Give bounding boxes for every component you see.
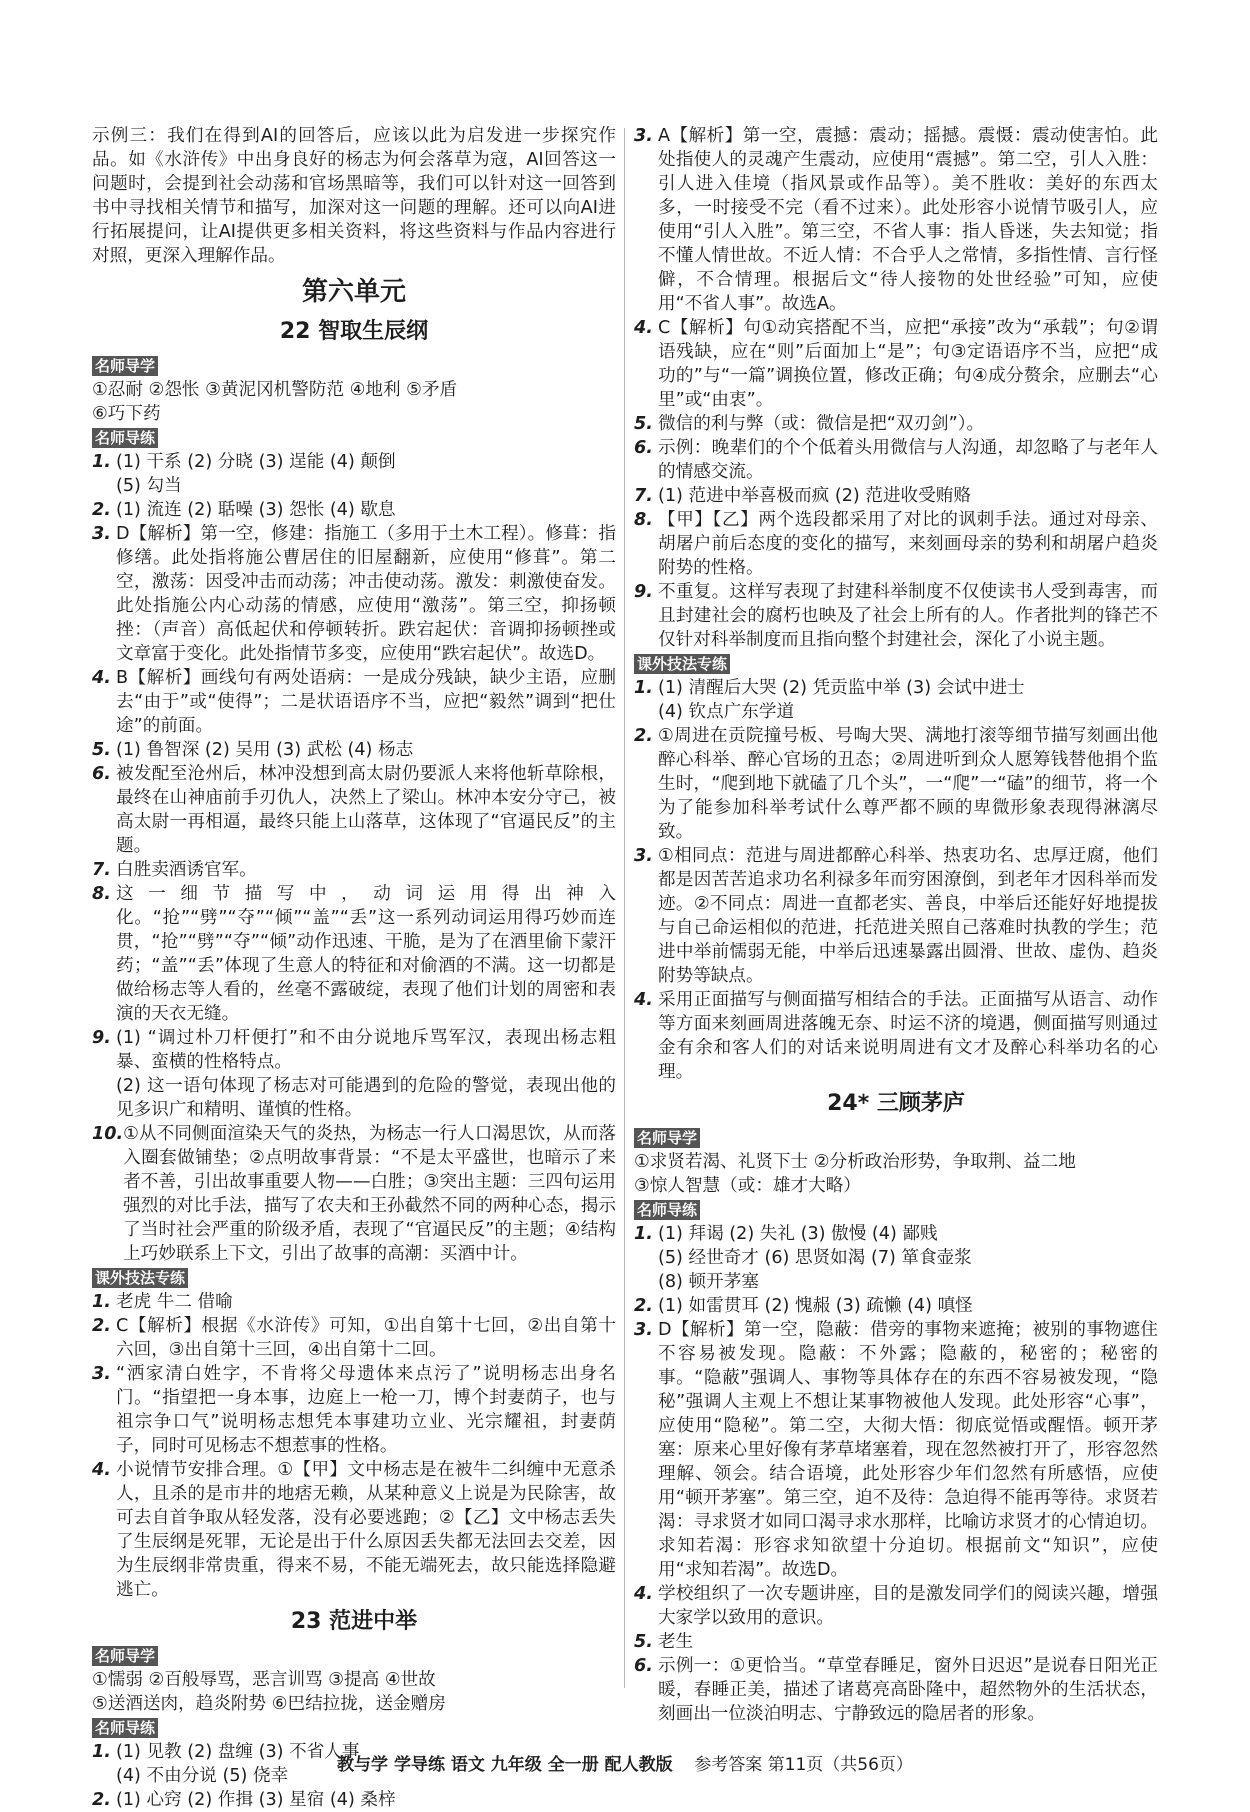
list-item	[634, 676, 1158, 724]
item-number: 3.	[634, 846, 653, 866]
item-text: 这一细节描写中，动词运用得出神入化。“抢”“劈”“夺”“倾”“盖”“丢”这一系列动词运用得巧妙而连贯，“抢”“劈”“夺”“倾”动作迅速、干脆，是为了在酒里偷下蒙汗药；“盖”“丢”体现了生意人的特征和对偷酒的不满。这一切都是做给杨志等人看的，丝毫不露破绽，表现了他们计划的周密和表演的天衣无缝。	[116, 884, 616, 1024]
section-label: 名师导学	[92, 356, 158, 376]
item-text: D【解析】第一空，修建：指施工（多用于土木工程）。修葺：指修缮。此处指将施公曹居住的旧屋翻新，应使用“修葺”。第二空，激荡：因受冲击而动荡；冲击使动荡。激发：刺激使奋发。此处指施公内心动荡的情感，应使用“激荡”。第三空，抑扬顿挫：（声音）高低起伏和停顿转折。跌宕起伏：音调抑扬顿挫或文章富于变化。此处指情节多变，应使用“跌宕起伏”。故选D。	[116, 524, 616, 664]
item-text: D【解析】第一空，隐蔽：借旁的事物来遮掩；被别的事物遮住不容易被发现。隐蔽：不外露；隐蔽的，秘密的；秘密的事。“隐蔽”强调人、事物等具体存在的东西不容易被发现，“隐秘”强调人主观上不想让某事物被他人发现。此处形容“心事”，应使用“隐秘”。第二空，大彻大悟：彻底觉悟或醒悟。顿开茅塞：原来心里好像有茅草堵塞着，现在忽然被打开了，形容忽然理解、领会。结合语境，此处形容少年们忽然有所感悟，应使用“顿开茅塞”。第三空，迫不及待：急迫得不能再等待。求贤若渴：寻求贤才如同口渴寻求水那样，比喻访求贤才的心情迫切。求知若渴：形容求知欲望十分迫切。根据前文“知识”，应使用“求知若渴”。故选D。	[658, 1320, 1158, 1580]
item-text: (1) 范进中举喜极而疯 (2) 范进收受贿赂	[658, 486, 971, 506]
lesson-23-title: 23 范进中举	[290, 1609, 418, 1634]
item-number: 6.	[92, 764, 111, 784]
extra-practice-list	[634, 676, 1158, 1084]
item-text: (1) 流连 (2) 聒噪 (3) 怨怅 (4) 歇息	[116, 500, 396, 520]
column-divider	[624, 128, 625, 1688]
item-text: (1) 清醒后大哭 (2) 凭贡监中举 (3) 会试中进士 (4) 钦点广东学道	[658, 678, 1025, 722]
page-footer	[0, 1750, 1250, 1775]
item-number: 3.	[92, 524, 111, 544]
item-text: 被发配至沧州后，林冲没想到高太尉仍要派人来将他斩草除根，最终在山神庙前手刃仇人，决然上了梁山。林冲本安分守己，被高太尉一再相逼，最终只能上山落草，这体现了“官逼民反”的主题。	[116, 764, 616, 856]
list-item	[634, 316, 1158, 412]
item-text: ①从不同侧面渲染天气的炎热，为杨志一行人口渴思饮，从而落入圈套做铺垫；②点明故事背景：“不是太平盛世，也暗示了来者不善，引出故事重要人物——白胜；③突出主题：三四句运用强烈的对比手法，描写了农夫和王孙截然不同的两种心态，揭示了当时社会严重的阶级矛盾，表现了“官逼民反”的主题；④结构上巧妙联系上下文，引出了故事的高潮：买酒中计。	[123, 1124, 616, 1264]
list-item	[634, 724, 1158, 844]
list-item	[92, 882, 616, 1026]
item-number: 4.	[634, 1584, 653, 1604]
item-number: 2.	[634, 1296, 653, 1316]
list-item	[634, 484, 1158, 508]
guide-line: ①懦弱 ②百般辱骂，恶言训骂 ③提高 ④世故	[92, 1670, 436, 1690]
item-text: (1) “调过朴刀杆便打”和不由分说地斥骂军汉，表现出杨志粗暴、蛮横的性格特点。 (2) 这一语句体现了杨志对可能遇到的危险的警觉，表现出他的见多识广和精明、谨慎的性格。	[116, 1028, 616, 1120]
section-label: 名师导练	[92, 1718, 158, 1738]
item-number: 4.	[92, 668, 111, 688]
list-item	[92, 1026, 616, 1122]
item-text: (1) 心窍 (2) 作揖 (3) 星宿 (4) 桑梓	[116, 1790, 396, 1810]
section-label: 名师导练	[92, 428, 158, 448]
item-number: 10.	[92, 1124, 124, 1144]
practice-list	[634, 1222, 1158, 1726]
list-item	[92, 738, 616, 762]
list-item	[634, 1222, 1158, 1294]
item-text: 示例一：①更恰当。“草堂春睡足，窗外日迟迟”是说春日阳光正暖，春睡正美，描述了诸葛亮高卧隆中，超然物外的生活状态，刻画出一位淡泊明志、宁静致远的隐居者的形象。	[658, 1656, 1158, 1724]
item-number: 5.	[634, 1632, 653, 1652]
section-label: 课外技法专练	[634, 654, 730, 674]
item-text: 示例：晚辈们的个个低着头用微信与人沟通，却忽略了与老年人的情感交流。	[658, 438, 1158, 482]
item-text: 老虎 牛二 借喻	[116, 1292, 233, 1312]
list-item	[92, 1788, 616, 1812]
item-number: 5.	[634, 414, 653, 434]
item-number: 1.	[92, 1292, 111, 1312]
item-text: 小说情节安排合理。①【甲】文中杨志是在被牛二纠缠中无意杀人，且杀的是市井的地痞无赖，从某种意义上说是为民除害，故可去自首争取从轻发落，没有必要逃跑；②【乙】文中杨志丢失了生辰纲是死罪，无论是出于什么原因丢失都无法回去交差，因为生辰纲非常贵重，得来不易，不能无端死去，故只能选择隐避逃亡。	[116, 1460, 616, 1600]
list-item	[92, 1458, 616, 1602]
list-item	[92, 858, 616, 882]
left-column	[92, 124, 616, 1812]
item-number: 7.	[92, 860, 111, 880]
list-item	[634, 508, 1158, 580]
guide-line: ⑥巧下药	[92, 404, 161, 424]
item-number: 2.	[92, 1790, 111, 1810]
item-number: 1.	[92, 452, 111, 472]
item-number: 1.	[634, 678, 653, 698]
list-item	[634, 412, 1158, 436]
item-number: 7.	[634, 486, 653, 506]
item-text: 白胜卖酒诱官军。	[116, 860, 257, 880]
list-item	[634, 1654, 1158, 1726]
right-column	[634, 124, 1158, 1726]
item-text: (1) 鲁智深 (2) 吴用 (3) 武松 (4) 杨志	[116, 740, 414, 760]
guide-line: ⑤送酒送肉，趋炎附势 ⑥巴结拉拢，送金赠房	[92, 1694, 446, 1714]
item-number: 8.	[92, 884, 111, 904]
list-item	[92, 1290, 616, 1314]
item-text: ①相同点：范进与周进都醉心科举、热衷功名、忠厚迂腐，他们都是因苦苦追求功名利禄多年而穷困潦倒，到老年才因科举而发迹。②不同点：周进一直都老实、善良，中举后还能好好地提拔与自己命运相似的范进，托范进关照自己落难时执教的学生；范进中举前懦弱无能，中举后迅速暴露出圆滑、世故、虚伪、趋炎附势等缺点。	[658, 846, 1158, 986]
item-text: ①周进在贡院撞号板、号啕大哭、满地打滚等细节描写刻画出他醉心科举、醉心官场的丑态；②周进听到众人愿筹钱替他捐个监生时，“爬到地下就磕了几个头”，一“爬”一“磕”的细节，将一个为了能参加科举考试什么尊严都不顾的卑微形象表现得淋漓尽致。	[658, 726, 1158, 842]
answer-list	[634, 124, 1158, 652]
lesson-24-title: 24* 三顾茅庐	[827, 1091, 965, 1116]
section-label: 名师导学	[92, 1646, 158, 1666]
item-number: 2.	[92, 1316, 111, 1336]
list-item	[92, 1122, 616, 1266]
list-item	[634, 436, 1158, 484]
list-item	[92, 1314, 616, 1362]
item-text: C【解析】根据《水浒传》可知，①出自第十七回，②出自第十六回，③出自第十三回，④出自第十二回。	[116, 1316, 616, 1360]
list-item	[92, 450, 616, 498]
practice-list	[92, 450, 616, 1266]
item-number: 3.	[92, 1364, 111, 1384]
item-text: (1) 干系 (2) 分晓 (3) 逞能 (4) 颠倒 (5) 勾当	[116, 452, 396, 496]
item-text: C【解析】句①动宾搭配不当，应把“承接”改为“承载”；句②谓语残缺，应在“则”后面加上“是”；句③定语语序不当，应把“成功的”与“一篇”调换位置，修改正确；句④成分赘余，应删去“心里”或“由衷”。	[658, 318, 1158, 410]
list-item	[634, 1318, 1158, 1582]
list-item	[634, 1582, 1158, 1630]
item-number: 4.	[634, 990, 653, 1010]
item-text: 采用正面描写与侧面描写相结合的手法。正面描写从语言、动作等方面来刻画周进落魄无奈、时运不济的境遇，侧面描写则通过金有余和客人们的对话来说明周进有文才及醉心科举功名的心理。	[658, 990, 1158, 1082]
list-item	[634, 1294, 1158, 1318]
guide-line: ③惊人智慧（或：雄才大略）	[634, 1176, 861, 1196]
item-text: (1) 拜谒 (2) 失礼 (3) 傲慢 (4) 鄙贱 (5) 经世奇才 (6) 思贤如渴 (7) 箪食壶浆 (8) 顿开茅塞	[658, 1224, 972, 1292]
item-number: 1.	[634, 1224, 653, 1244]
list-item	[634, 124, 1158, 316]
item-number: 4.	[92, 1460, 111, 1480]
list-item	[92, 666, 616, 738]
item-number: 4.	[634, 318, 653, 338]
section-label: 名师导练	[634, 1200, 700, 1220]
item-text: 【甲】【乙】两个选段都采用了对比的讽刺手法。通过对母亲、胡屠户前后态度的变化的描写，来刻画母亲的势利和胡屠户趋炎附势的性格。	[658, 510, 1158, 578]
item-number: 6.	[634, 1656, 653, 1676]
item-text: 微信的利与弊（或：微信是把“双刃剑”）。	[658, 414, 985, 434]
item-number: 2.	[92, 500, 111, 520]
item-number: 3.	[634, 1320, 653, 1340]
item-text: (1) 见教 (2) 盘缠 (3) 不省人事 (4) 不由分说 (5) 侥幸	[116, 1742, 360, 1786]
item-text: “洒家清白姓字，不肯将父母遗体来点污了”说明杨志出身名门。“指望把一身本事，边庭上一枪一刀，博个封妻荫子，也与祖宗争口气”说明杨志想凭本事建功立业、光宗耀祖，封妻荫子，同时可见杨志不想惹事的性格。	[116, 1364, 616, 1456]
item-number: 9.	[92, 1028, 111, 1048]
list-item	[634, 844, 1158, 988]
item-number: 2.	[634, 726, 653, 746]
item-text: 老生	[658, 1632, 694, 1652]
item-text: 学校组织了一次专题讲座，目的是激发同学们的阅读兴趣，增强大家学以致用的意识。	[658, 1584, 1158, 1628]
item-number: 6.	[634, 438, 653, 458]
item-text: B【解析】画线句有两处语病：一是成分残缺，缺少主语，应删去“由于”或“使得”；二是状语语序不当，应把“毅然”调到“把仕途”的前面。	[116, 668, 616, 736]
item-number: 9.	[634, 582, 653, 602]
extra-practice-list	[92, 1290, 616, 1602]
item-text: 不重复。这样写表现了封建科举制度不仅使读书人受到毒害，而且封建社会的腐朽也映及了社会上所有的人。作者批判的锋芒不仅针对科举制度而且指向整个封建社会，深化了小说主题。	[658, 582, 1158, 650]
list-item	[634, 988, 1158, 1084]
item-number: 1.	[92, 1742, 111, 1762]
footer-book-title: 教与学 学导练 语文 九年级 全一册 配人教版	[337, 1755, 673, 1775]
item-text: (1) 如雷贯耳 (2) 愧赧 (3) 疏懒 (4) 嗔怪	[658, 1296, 973, 1316]
lesson-22-title: 22 智取生辰纲	[279, 319, 429, 344]
footer-page-number: 参考答案 第11页（共56页）	[694, 1755, 913, 1775]
item-number: 5.	[92, 740, 111, 760]
unit-title: 第六单元	[301, 277, 406, 307]
list-item	[92, 1362, 616, 1458]
guide-line: ①忍耐 ②怨怅 ③黄泥冈机警防范 ④地利 ⑤矛盾	[92, 380, 458, 400]
item-number: 3.	[634, 126, 653, 146]
list-item	[634, 580, 1158, 652]
list-item	[92, 762, 616, 858]
section-label: 名师导学	[634, 1128, 700, 1148]
list-item	[634, 1630, 1158, 1654]
section-label: 课外技法专练	[92, 1268, 188, 1288]
list-item	[92, 498, 616, 522]
item-text: A【解析】第一空，震撼：震动；摇撼。震慑：震动使害怕。此处指使人的灵魂产生震动，应使用“震撼”。第二空，引人入胜：引人进入佳境（指风景或作品等）。美不胜收：美好的东西太多，一时接受不完（看不过来）。此处形容小说情节吸引人，应使用“引人入胜”。第三空，不省人事：指人昏迷，失去知觉；指不懂人情世故。不近人情：不合乎人之常情，多指性情、言行怪僻，不合情理。根据后文“待人接物的处世经验”可知，应使用“不省人事”。故选A。	[658, 126, 1158, 314]
intro-paragraph: 示例三：我们在得到AI的回答后，应该以此为启发进一步探究作品。如《水浒传》中出身良好的杨志为何会落草为寇，AI回答这一问题时，会提到社会动荡和官场黑暗等，我们可以针对这一回答到书中寻找相关情节和描写，加深对这一问题的理解。还可以向AI进行拓展提问，让AI提供更多相关资料，将这些资料与作品内容进行对照，更深入理解作品。	[92, 126, 616, 266]
item-number: 8.	[634, 510, 653, 530]
list-item	[92, 522, 616, 666]
guide-line: ①求贤若渴、礼贤下士 ②分析政治形势，争取荆、益二地	[634, 1152, 1076, 1172]
